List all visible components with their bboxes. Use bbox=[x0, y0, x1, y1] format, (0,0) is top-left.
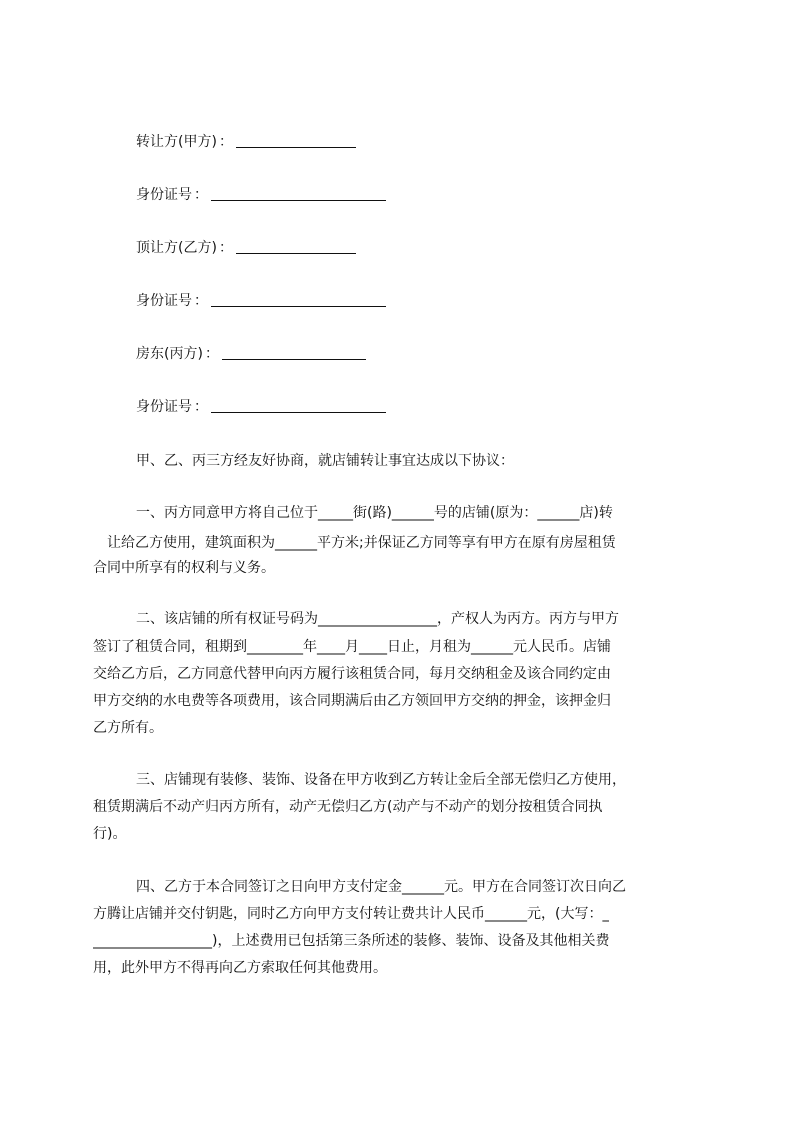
field-colon: ： bbox=[218, 240, 233, 256]
clause-line: 合同中所享有的权利与义务。 bbox=[93, 560, 275, 576]
id-number-field bbox=[136, 396, 386, 417]
clause-line: 二、该店铺的所有权证号码为_________________，产权人为丙方。丙方与甲方 bbox=[136, 611, 619, 627]
id-number-field bbox=[136, 290, 386, 311]
clause-line: 乙方所有。 bbox=[93, 720, 163, 736]
field-label: 身份证号 bbox=[136, 399, 192, 415]
fill-blank[interactable] bbox=[236, 239, 356, 254]
clause-line: _________________)，上述费用已包括第三条所述的装修、装饰、设备及其他相关费 bbox=[93, 933, 610, 949]
field-label: 顶让方(乙方) bbox=[136, 240, 217, 256]
field-colon: ： bbox=[218, 134, 233, 150]
clause-line: 一、丙方同意甲方将自己位于_____街(路)______号的店铺(原为：______店)转 bbox=[136, 505, 613, 521]
fill-blank[interactable] bbox=[222, 345, 366, 360]
id-number-field bbox=[136, 184, 386, 205]
clause-line: 签订了租赁合同，租期到________年____月____日止，月租为______元人民币。店铺 bbox=[93, 639, 611, 655]
transferor-field bbox=[136, 131, 356, 152]
fill-blank[interactable] bbox=[211, 292, 386, 307]
clause-line: 三、店铺现有装修、装饰、设备在甲方收到乙方转让金后全部无偿归乙方使用， bbox=[136, 772, 626, 788]
clause-line: 让给乙方使用，建筑面积为______平方米;并保证乙方同等享有甲方在原有房屋租赁 bbox=[107, 535, 616, 551]
transferee-field bbox=[136, 237, 356, 258]
intro-text: 甲、乙、丙三方经友好协商，就店铺转让事宜达成以下协议： bbox=[136, 453, 514, 469]
clause-line: 行)。 bbox=[93, 826, 127, 842]
clause-line: 用，此外甲方不得再向乙方索取任何其他费用。 bbox=[93, 960, 387, 976]
field-label: 身份证号 bbox=[136, 187, 192, 203]
clause-line: 四、乙方于本合同签订之日向甲方支付定金______元。甲方在合同签订次日向乙 bbox=[136, 879, 626, 895]
field-colon: ： bbox=[194, 399, 208, 415]
fill-blank[interactable] bbox=[211, 398, 386, 413]
field-label: 身份证号 bbox=[136, 293, 192, 309]
landlord-field bbox=[136, 343, 366, 364]
field-colon: ： bbox=[194, 293, 208, 309]
field-colon: ： bbox=[194, 187, 208, 203]
clause-line: 方腾让店铺并交付钥匙，同时乙方向甲方支付转让费共计人民币______元，(大写：_ bbox=[93, 906, 610, 922]
clause-line: 甲方交纳的水电费等各项费用，该合同期满后由乙方领回甲方交纳的押金，该押金归 bbox=[93, 693, 611, 709]
clause-line: 交给乙方后，乙方同意代替甲向丙方履行该租赁合同，每月交纳租金及该合同约定由 bbox=[93, 666, 611, 682]
field-label: 转让方(甲方) bbox=[136, 134, 217, 150]
clause-line: 租赁期满后不动产归丙方所有，动产无偿归乙方(动产与不动产的划分按租赁合同执 bbox=[93, 799, 603, 815]
field-colon: ： bbox=[204, 346, 219, 362]
field-label: 房东(丙方) bbox=[136, 346, 203, 362]
fill-blank[interactable] bbox=[211, 186, 386, 201]
fill-blank[interactable] bbox=[236, 133, 356, 148]
